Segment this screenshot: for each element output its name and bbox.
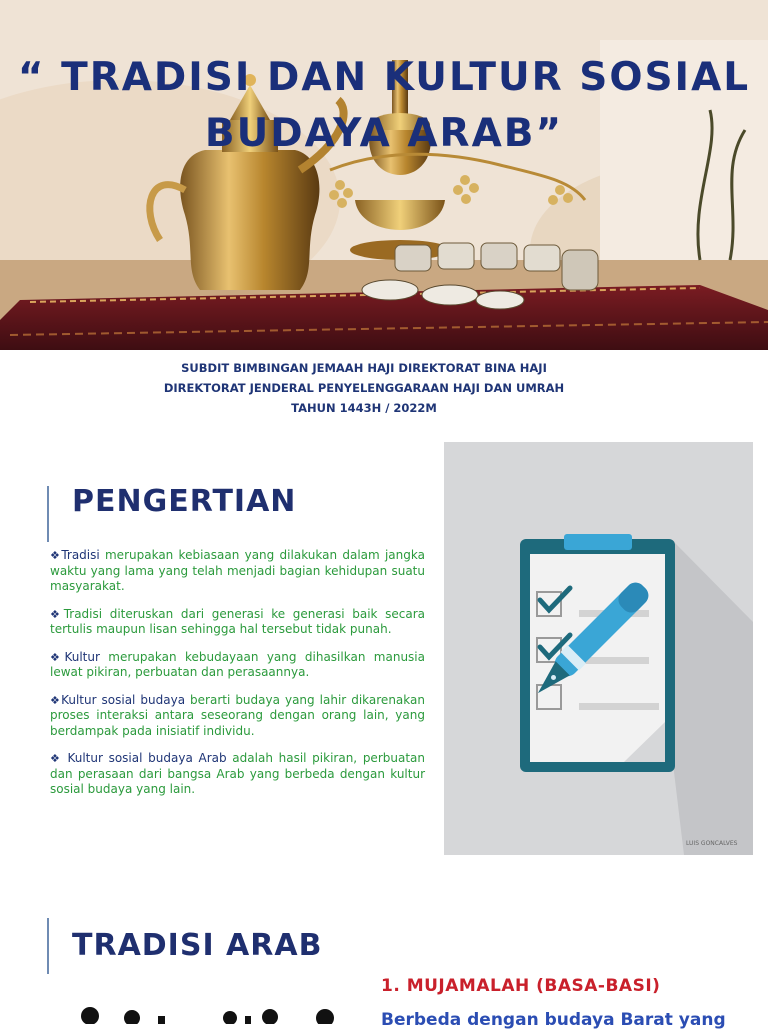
definition-item xyxy=(50,548,425,595)
tradition-item-title: 1. MUJAMALAH (BASA-BASI) xyxy=(381,976,661,996)
definition-term: Tradisi xyxy=(61,548,100,562)
subtitle-block xyxy=(0,358,728,418)
definition-list xyxy=(50,548,425,810)
definition-item xyxy=(50,607,425,638)
definition-term: Kultur sosial budaya Arab xyxy=(61,751,227,765)
definition-item xyxy=(50,650,425,681)
bullet-diamond-icon: ❖ xyxy=(50,607,64,621)
title-line-1: “ TRADISI DAN KULTUR SOSIAL xyxy=(17,55,751,100)
illustration-credit: LUIS GONCALVES xyxy=(686,840,738,847)
section-accent-bar xyxy=(47,918,49,974)
tradition-item-text: Berbeda dengan budaya Barat yang xyxy=(381,1010,726,1030)
bullet-diamond-icon: ❖ xyxy=(50,549,62,562)
clipboard-icon xyxy=(444,442,753,855)
clipboard-illustration xyxy=(444,442,753,855)
subtitle-line-1: SUBDIT BIMBINGAN JEMAAH HAJI DIREKTORAT BINA HAJI xyxy=(181,361,547,375)
definition-text: Tradisi diteruskan dari generasi ke generasi baik secara tertulis maupun lisan sehingga hal tersebut tidak punah. xyxy=(50,606,425,636)
section-heading-pengertian: PENGERTIAN xyxy=(72,484,297,519)
subtitle-line-3: TAHUN 1443H / 2022M xyxy=(291,401,437,415)
page-title xyxy=(0,50,768,162)
title-line-2: BUDAYA ARAB” xyxy=(204,111,564,156)
subtitle-line-2: DIREKTORAT JENDERAL PENYELENGGARAAN HAJI DAN UMRAH xyxy=(163,381,565,395)
definition-term: Kultur xyxy=(64,649,100,664)
bullet-diamond-icon: ❖ xyxy=(50,650,65,664)
definition-item xyxy=(50,751,425,798)
bullet-diamond-icon: ❖ xyxy=(50,693,62,707)
hero-banner xyxy=(0,0,768,350)
section-accent-bar xyxy=(47,486,49,542)
definition-text: merupakan kebiasaan yang dilakukan dalam jangka waktu yang lama yang telah menjadi bagian kehidupan suatu masyarakat. xyxy=(50,548,425,593)
definition-text: adalah hasil pikiran, perbuatan dan perasaan dari bangsa Arab yang berbeda dengan kultur sosial budaya yang lain. xyxy=(50,751,425,796)
definition-text: merupakan kebudayaan yang dihasilkan manusia lewat pikiran, perbuatan dan perasaannya. xyxy=(50,649,425,679)
definition-text: berarti budaya yang lahir dikarenakan proses interaksi antara seseorang dengan orang lain, yang berdampak pada inisiatif individu. xyxy=(50,692,425,738)
definition-term: Kultur sosial budaya xyxy=(61,692,186,707)
section-heading-tradisi-arab: TRADISI ARAB xyxy=(72,928,323,963)
definition-item xyxy=(50,693,425,740)
bullet-diamond-icon: ❖ xyxy=(50,752,62,765)
people-silhouettes-image xyxy=(70,1000,350,1024)
